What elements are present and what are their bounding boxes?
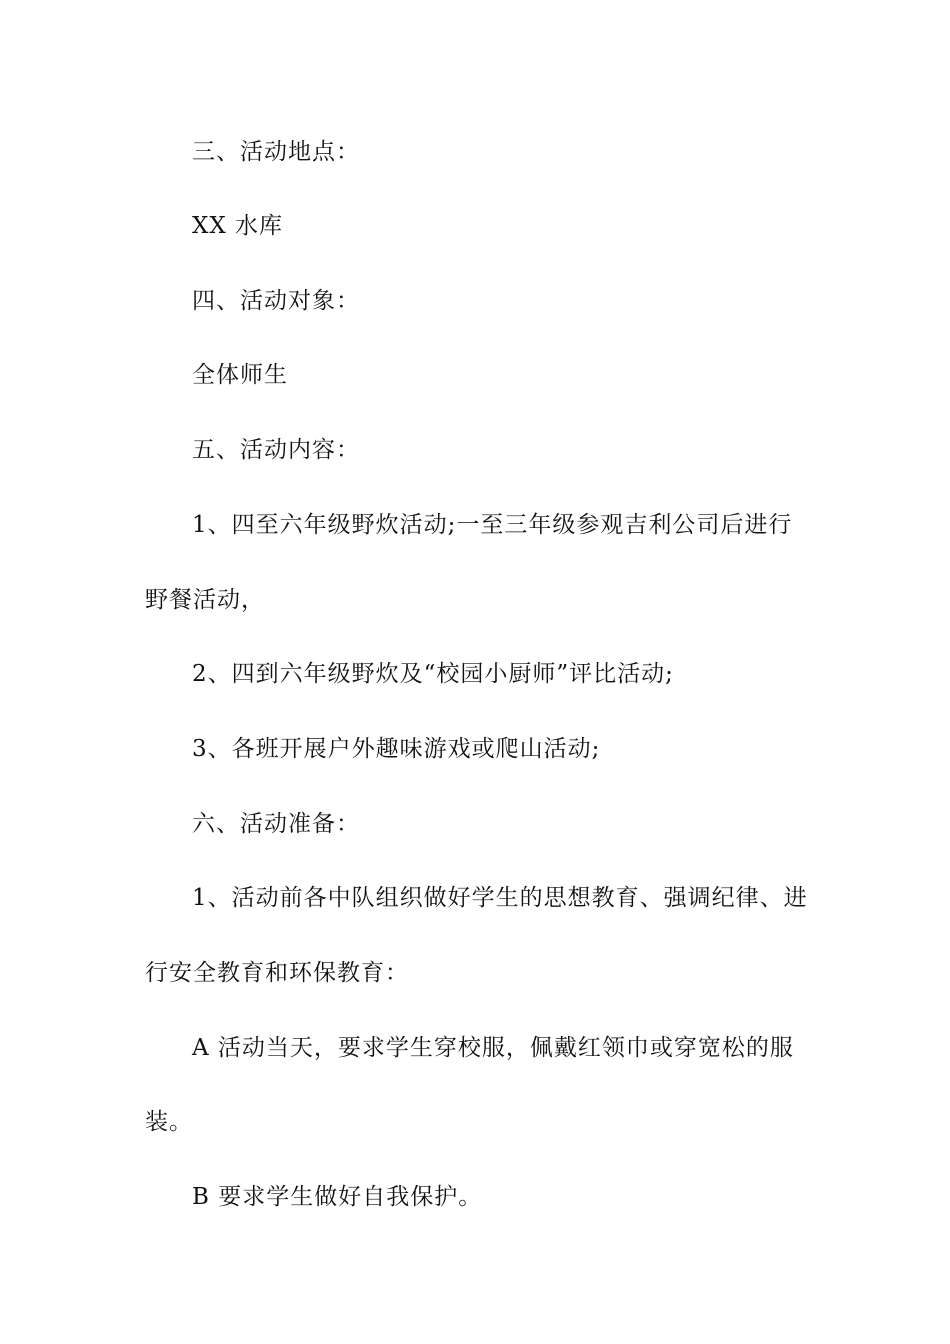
content-item-2: 2、四到六年级野炊及“校园小厨师”评比活动; <box>192 661 674 687</box>
content-item-3: 3、各班开展户外趣味游戏或爬山活动; <box>192 736 601 762</box>
heading-activity-participants: 四、活动对象： <box>192 288 360 314</box>
heading-activity-location: 三、活动地点： <box>192 139 360 165</box>
content-item-1-line-1: 1、四至六年级野炊活动;一至三年级参观吉利公司后进行 <box>192 512 793 538</box>
activity-location-value: XX 水库 <box>192 213 284 239</box>
preparation-item-b: B 要求学生做好自我保护。 <box>192 1184 483 1210</box>
preparation-item-1-line-2: 行安全教育和环保教育： <box>145 960 409 986</box>
preparation-item-1-line-1: 1、活动前各中队组织做好学生的思想教育、强调纪律、进 <box>192 885 808 911</box>
activity-participants-value: 全体师生 <box>192 362 288 388</box>
preparation-item-a-line-1: A 活动当天，要求学生穿校服，佩戴红领巾或穿宽松的服 <box>192 1035 794 1061</box>
heading-activity-preparation: 六、活动准备： <box>192 811 360 837</box>
heading-activity-content: 五、活动内容： <box>192 437 360 463</box>
content-item-1-line-2: 野餐活动， <box>145 587 265 613</box>
preparation-item-a-line-2: 装。 <box>145 1109 193 1135</box>
